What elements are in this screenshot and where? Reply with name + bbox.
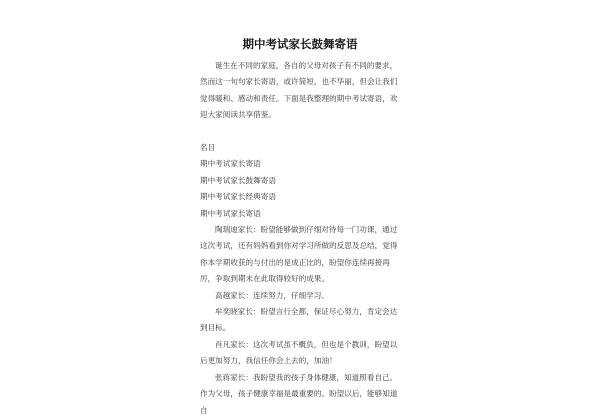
parent-message: 陶瑞迪家长：盼望能够做到仔细对待每一门功课，通过这次考试，还有妈妈看到你对学习所做的反思及总结，觉得你本学期收获的与付出的是成正比的，盼望你连续再接再厉，争取到期末在此取得较好的成果。 bbox=[200, 225, 398, 284]
toc-heading: 名目 bbox=[200, 143, 216, 153]
toc-item: 期中考试家长经典寄语 bbox=[200, 192, 276, 202]
document-title: 期中考试家长鼓舞寄语 bbox=[242, 37, 358, 51]
parent-message: 高越家长：连续努力，仔细学习。 bbox=[215, 290, 329, 300]
toc-item: 期中考试家长寄语 bbox=[200, 208, 261, 218]
parent-message: 张蒋家长：我盼望我的孩子身体健康，知道照看自己。作为父母，孩子健康幸福是最重要的。盼望以后，能够知道自 bbox=[200, 372, 398, 415]
document-body bbox=[200, 58, 404, 419]
intro-paragraph: 诞生在不同的家庭，各自的父母对孩子有不同的要求，然而这一句句家长寄语，或许简短，也不华丽，但会让我们觉得暖和、感动和责任。下面是我整理的期中考试寄语，欢迎大家阅读共享借鉴。 bbox=[200, 61, 398, 120]
parent-message: 牟奕晓家长：盼望言行全都，保证尽心努力，肯定会达到目标。 bbox=[200, 307, 398, 333]
parent-message: 肖凡家长：这次考试虽不概负，但也是个教训，盼望以后更加努力，我信任你会上去的，加油！ bbox=[200, 339, 398, 366]
toc-item: 期中考试家长寄语 bbox=[200, 159, 261, 169]
spacer bbox=[200, 124, 404, 140]
toc-item: 期中考试家长鼓舞寄语 bbox=[200, 175, 276, 185]
